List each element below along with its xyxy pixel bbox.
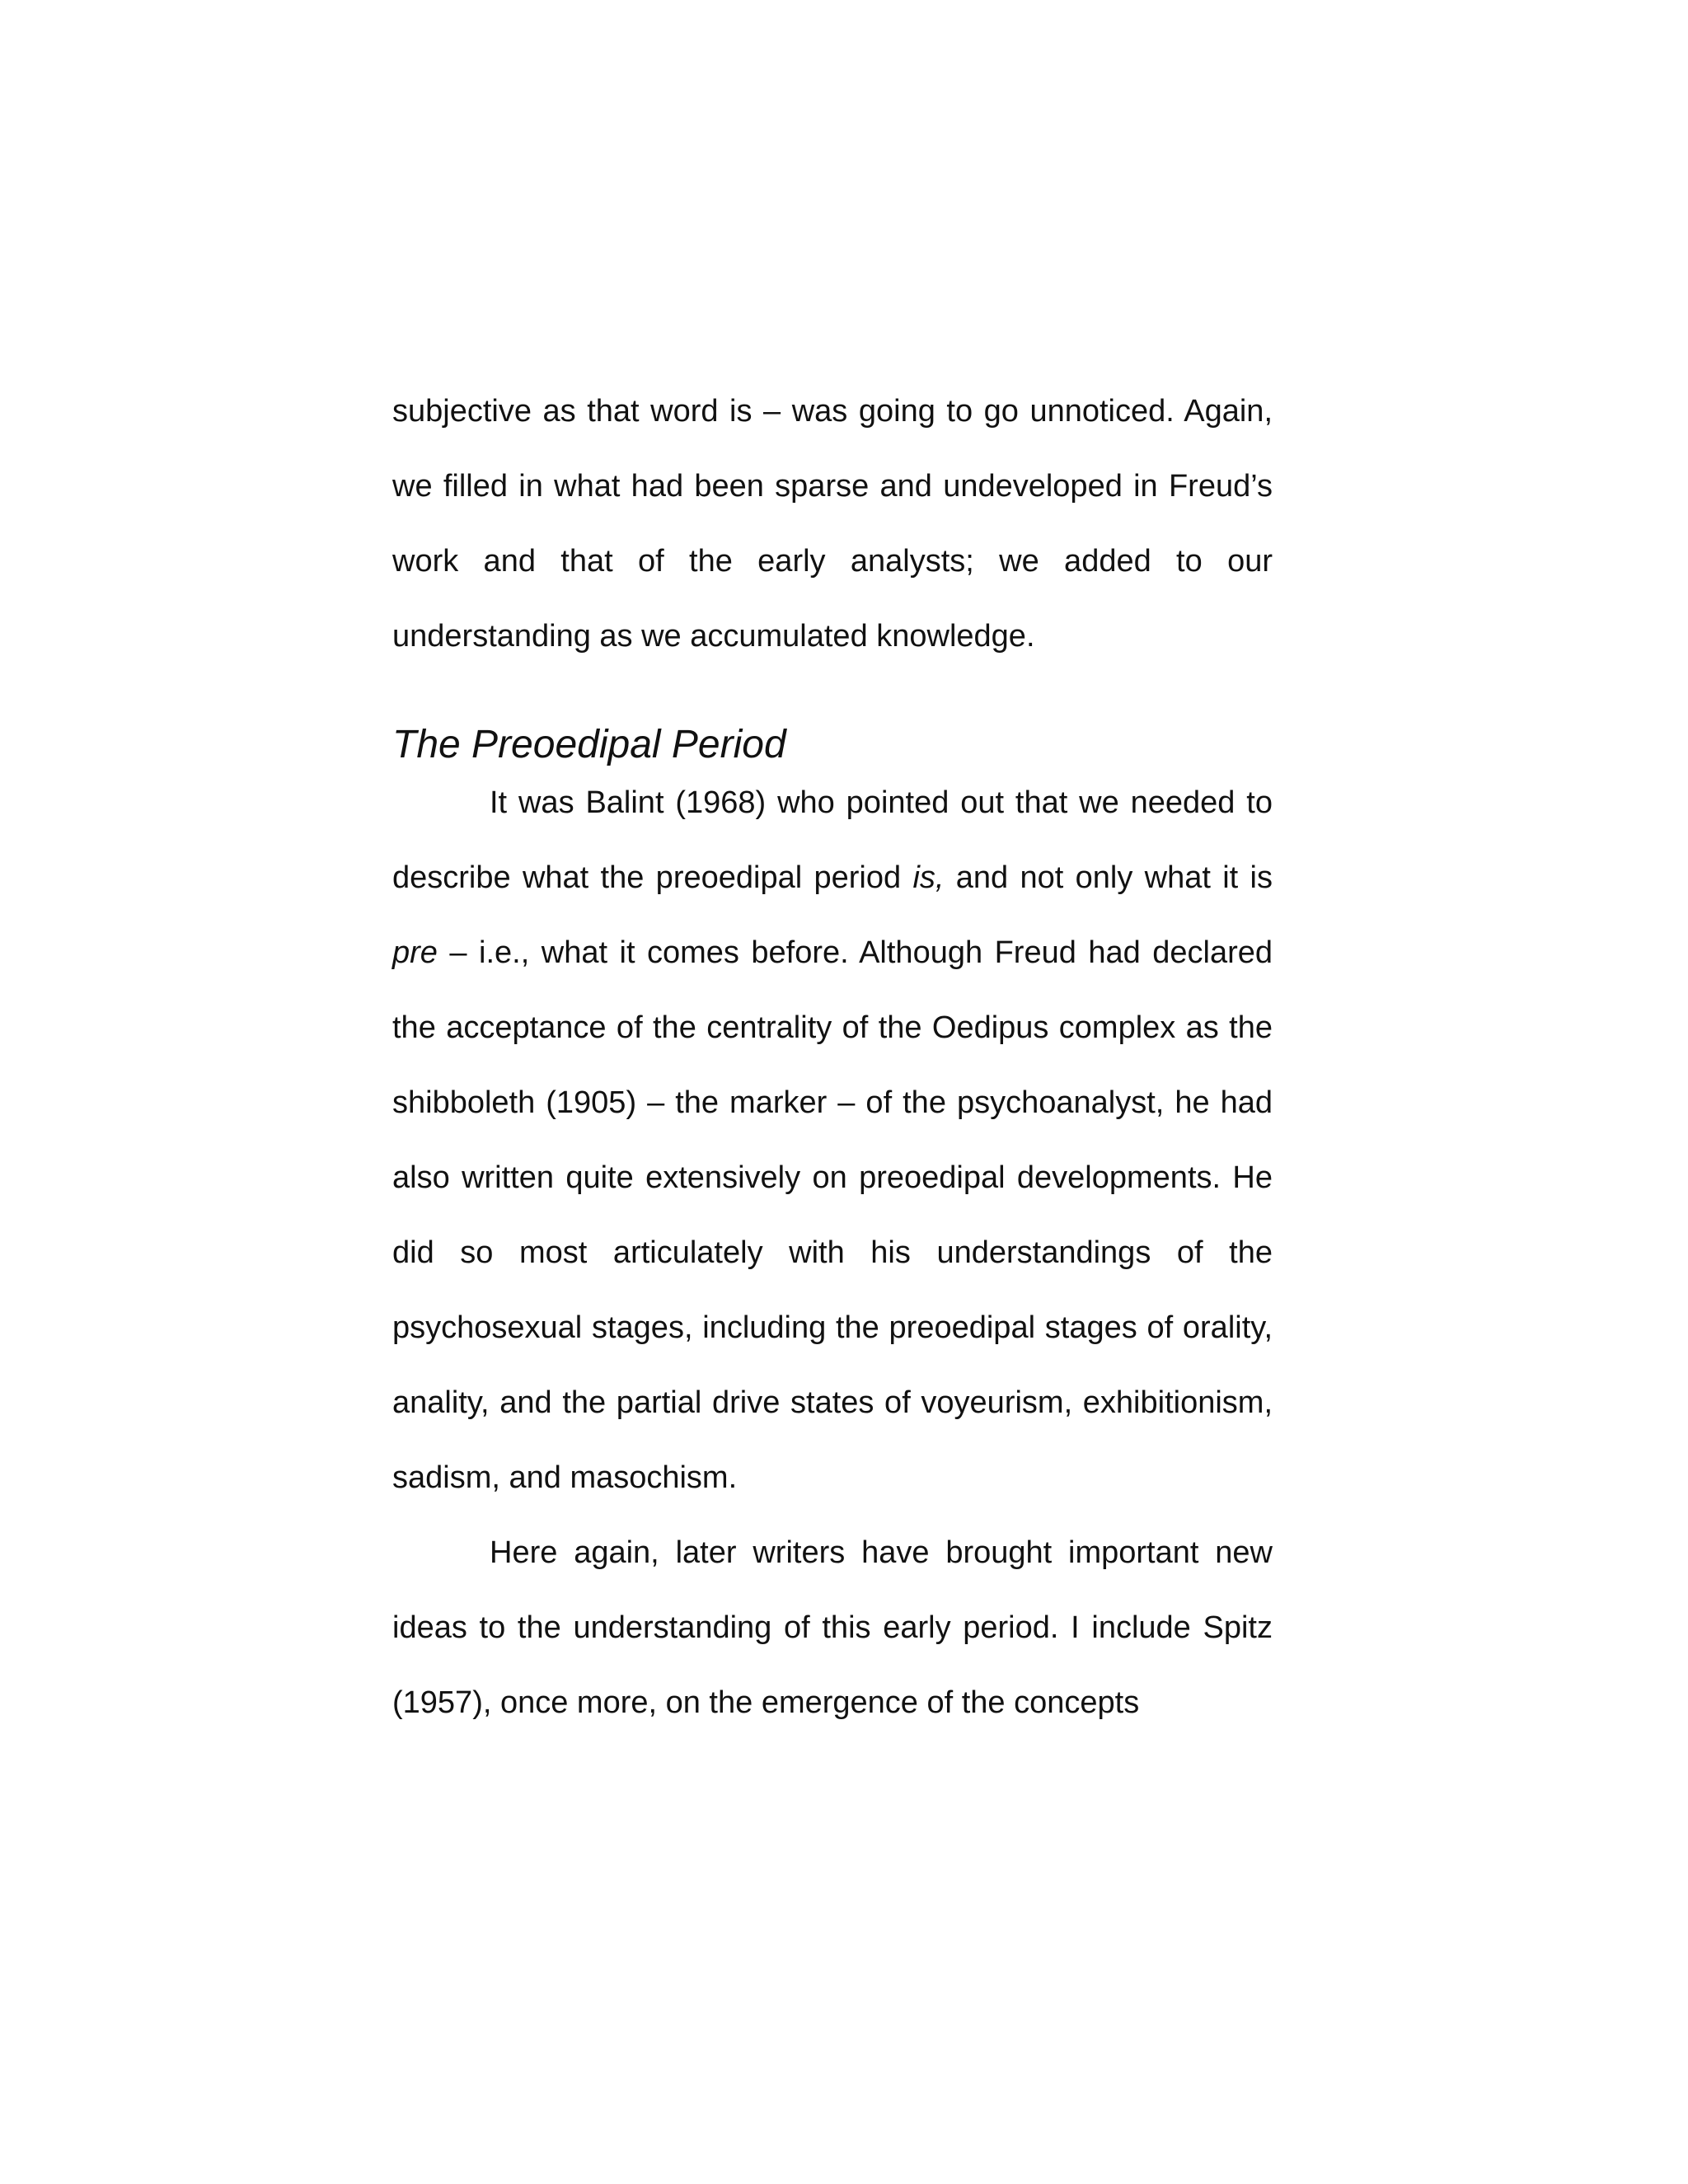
body-paragraph <box>392 766 1273 1516</box>
section-body <box>392 766 1273 1741</box>
paragraph-text: and not only what it is <box>944 860 1273 895</box>
paragraph-text: – i.e., what it comes before. Although Freud had declared the acceptance of the centrality of the Oedipus complex as the shibboleth (1905) – the marker – of the psychoanalyst, he had also written quite extensively on preoedipal developments. He did so most articulately with his understandings of the psychosexual stages, including the preoedipal stages of orality, anality, and the partial drive states of voyeurism, exhibitionism, sadism, and masochism. <box>392 935 1273 1495</box>
body-paragraph: Here again, later writers have brought important new ideas to the understanding of this early period. I include Spitz (1957), once more, on the emergence of the concepts <box>392 1535 1273 1720</box>
italic-emphasis: pre <box>392 935 438 970</box>
section-heading: The Preoedipal Period <box>392 723 786 766</box>
continued-paragraph <box>392 374 1273 674</box>
italic-emphasis: is, <box>912 860 945 895</box>
paragraph-text: It was Balint (1968) who pointed out that we needed to describe what the preoedipal period <box>392 785 1273 895</box>
intro-paragraph: subjective as that word is – was going to go unnoticed. Again, we filled in what had been sparse and undeveloped in Freud’s work and that of the early analysts; we added to our understanding as we accumulated knowledge. <box>392 394 1273 654</box>
